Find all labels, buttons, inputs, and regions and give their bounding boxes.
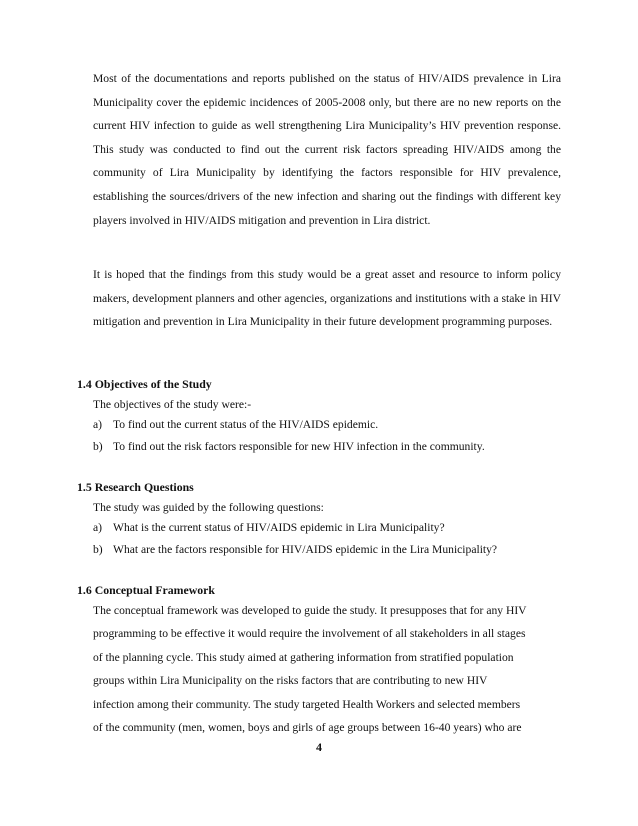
text-line: infection among their community. The study targeted Health Workers and selected members xyxy=(93,697,521,711)
objectives-intro: The objectives of the study were:- xyxy=(93,398,252,411)
research-questions-list xyxy=(93,517,497,561)
list-marker: b) xyxy=(93,440,103,453)
page-number: 4 xyxy=(316,740,322,754)
list-item xyxy=(93,517,497,539)
list-item-text: To find out the risk factors responsible for new HIV infection in the community. xyxy=(113,440,485,453)
heading-research-questions: 1.5 Research Questions xyxy=(77,480,194,494)
list-marker: b) xyxy=(93,543,103,556)
text-line: The conceptual framework was developed to guide the study. It presupposes that for any HIV xyxy=(93,604,527,617)
paragraph-conceptual-framework xyxy=(93,599,565,739)
list-item-text: What are the factors responsible for HIV/AIDS epidemic in the Lira Municipality? xyxy=(113,543,498,556)
list-item xyxy=(93,436,485,458)
text-line: programming to be effective it would require the involvement of all stakeholders in all stages xyxy=(93,627,526,641)
list-item-text: What is the current status of HIV/AIDS epidemic in Lira Municipality? xyxy=(113,521,445,534)
text-line: of the planning cycle. This study aimed at gathering information from stratified population xyxy=(93,650,514,664)
list-item-text: To find out the current status of the HIV/AIDS epidemic. xyxy=(113,418,379,431)
list-item xyxy=(93,539,497,561)
list-item xyxy=(93,414,485,436)
list-marker: a) xyxy=(93,418,103,431)
list-marker: a) xyxy=(93,521,103,534)
paragraph-background: Most of the documentations and reports published on the status of HIV/AIDS prevalence in Lira Municipality cover the epidemic incidences of 2005-2008 only, but there are no new reports on the current HIV infection to guide as well strengthening Lira Municipality’s HIV prevention response. This study was conducted to find out the current risk factors spreading HIV/AIDS among the community of Lira Municipality by identifying the factors responsible for HIV prevalence, establishing the sources/drivers of the new infection and sharing out the findings with different key players involved in HIV/AIDS mitigation and prevention in Lira district. xyxy=(93,72,561,227)
text-line: of the community (men, women, boys and girls of age groups between 16-40 years) who are xyxy=(93,721,522,735)
heading-objectives: 1.4 Objectives of the Study xyxy=(77,377,212,391)
research-questions-intro: The study was guided by the following questions: xyxy=(93,501,324,514)
objectives-list xyxy=(93,414,485,458)
heading-conceptual-framework: 1.6 Conceptual Framework xyxy=(77,583,215,597)
paragraph-significance: It is hoped that the findings from this study would be a great asset and resource to inform policy makers, development planners and other agencies, organizations and institutions with a stake in HIV mitigation and prevention in Lira Municipality in their future development programming purposes. xyxy=(93,268,561,329)
text-line: groups within Lira Municipality on the risks factors that are contributing to new HIV xyxy=(93,674,488,688)
